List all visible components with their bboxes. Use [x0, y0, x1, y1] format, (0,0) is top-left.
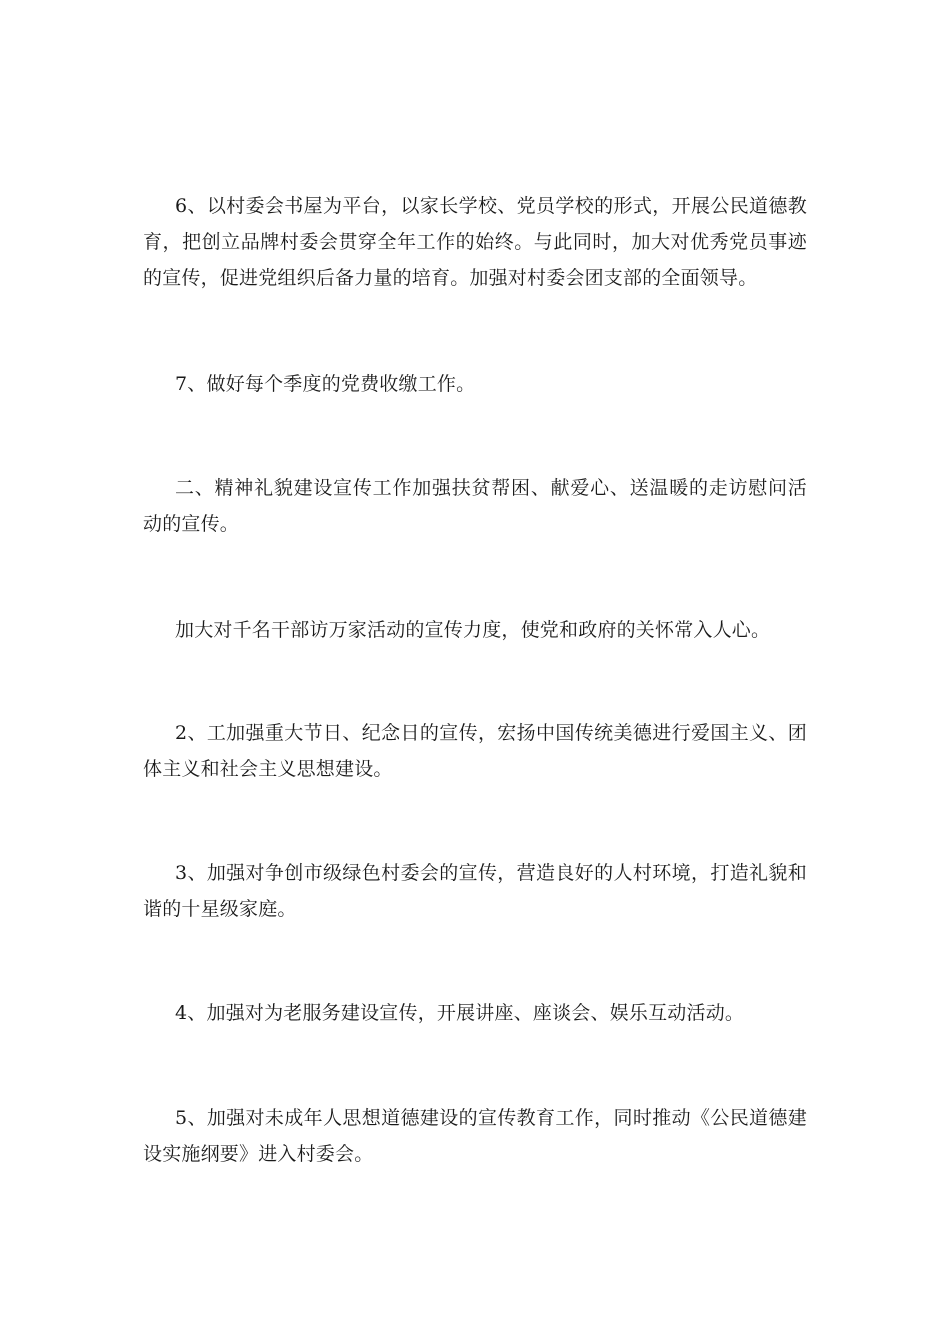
section-heading-two: 二、精神礼貌建设宣传工作加强扶贫帮困、献爱心、送温暖的走访慰问活动的宣传。: [143, 477, 807, 535]
paragraph-item-3: 3、加强对争创市级绿色村委会的宣传，营造良好的人村环境，打造礼貌和谐的十星级家庭。: [143, 862, 807, 920]
paragraph-item-6: 6、以村委会书屋为平台，以家长学校、党员学校的形式，开展公民道德教育，把创立品牌村委会贯穿全年工作的始终。与此同时，加大对优秀党员事迹的宣传，促进党组织后备力量的培育。加强对村委会团支部的全面领导。: [143, 195, 807, 289]
paragraph-cadre-visits: 加大对千名干部访万家活动的宣传力度，使党和政府的关怀常入人心。: [175, 619, 771, 641]
paragraph-item-2: 2、工加强重大节日、纪念日的宣传，宏扬中国传统美德进行爱国主义、团体主义和社会主义思想建设。: [143, 722, 807, 780]
paragraph-item-5: 5、加强对未成年人思想道德建设的宣传教育工作，同时推动《公民道德建设实施纲要》进入村委会。: [143, 1107, 807, 1165]
paragraph-item-4: 4、加强对为老服务建设宣传，开展讲座、座谈会、娱乐互动活动。: [175, 1002, 745, 1024]
paragraph-item-7: 7、做好每个季度的党费收缴工作。: [175, 373, 476, 395]
